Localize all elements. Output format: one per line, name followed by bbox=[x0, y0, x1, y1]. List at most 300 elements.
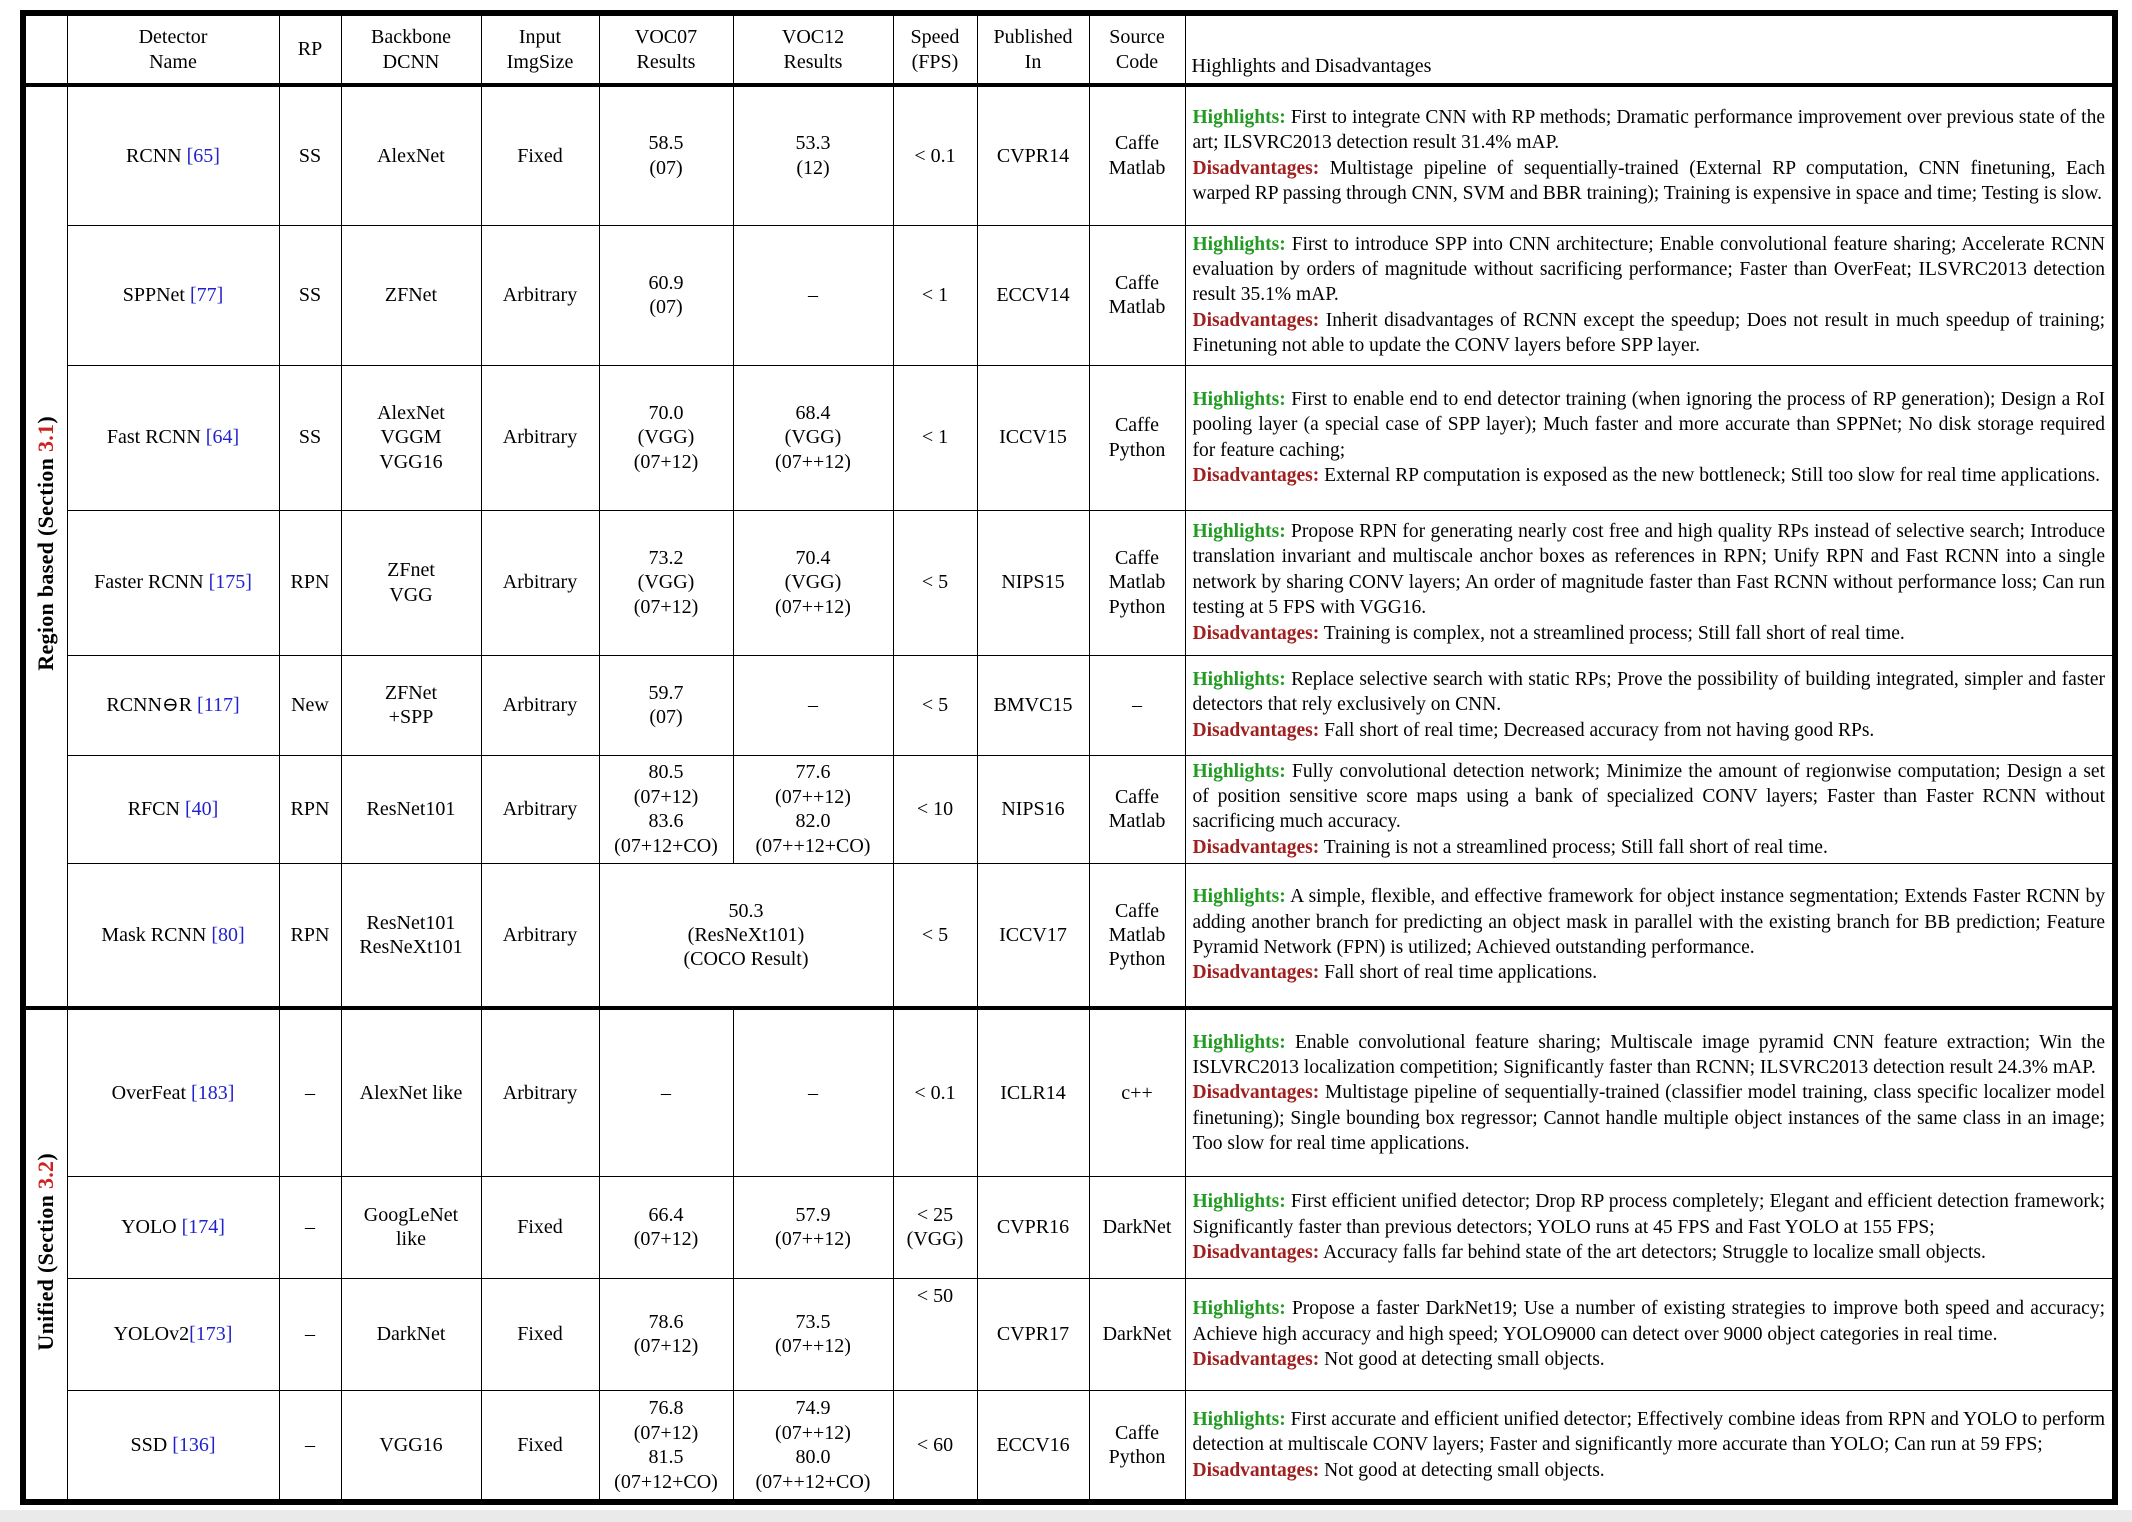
source-line: Python bbox=[1108, 1446, 1166, 1469]
voc07-line: 59.7 bbox=[648, 681, 684, 704]
voc07-cell bbox=[599, 1176, 733, 1278]
table-row bbox=[23, 85, 2115, 225]
section-name: Region based bbox=[32, 541, 58, 671]
input-size-cell: Arbitrary bbox=[481, 863, 599, 1008]
table-row bbox=[23, 1390, 2115, 1502]
highlights-text: Propose RPN for generating nearly cost free and high quality RPs instead of selective search; Introduce translation invariant and multiscale anchor boxes as references in RPN; Unify RPN and Fast RCNN into a single network by sharing CONV layers; An order of magnitude faster than Fast RCNN without performance loss; Can run testing at 5 FPS with VGG16. bbox=[1192, 521, 2106, 619]
detector-name-cell bbox=[67, 755, 279, 863]
voc07-line: (07+12) bbox=[633, 450, 699, 473]
highlights-text: First to enable end to end detector training (when ignoring the process of RP generation); Design a RoI pooling layer (a special case of SPP layer); Much faster and more accurate than SPPNet; No disk storage required for feature caching; bbox=[1192, 388, 2106, 461]
disadvantages-label: Disadvantages: bbox=[1192, 836, 1320, 858]
table-row bbox=[23, 510, 2115, 655]
detector-name-cell bbox=[67, 863, 279, 1008]
header-line: Published bbox=[993, 26, 1073, 49]
voc12-line: (12) bbox=[796, 156, 830, 179]
detector-name-cell bbox=[67, 1008, 279, 1176]
section-close: ) bbox=[32, 1152, 58, 1161]
disadvantages-text: Training is not a streamlined process; Still fall short of real time. bbox=[1323, 836, 1828, 858]
highlights-cell bbox=[1185, 755, 2115, 863]
backbone-cell bbox=[341, 365, 481, 510]
table-row bbox=[23, 863, 2115, 1008]
citation-link[interactable]: [64] bbox=[205, 426, 240, 449]
section-number-link[interactable]: 3.2 bbox=[32, 1160, 58, 1189]
rp-cell: – bbox=[279, 1278, 341, 1390]
header-line: Code bbox=[1115, 50, 1159, 73]
section-number-link[interactable]: 3.1 bbox=[32, 423, 58, 453]
table-row bbox=[23, 1008, 2115, 1176]
voc12-cell bbox=[733, 1278, 893, 1390]
backbone-line: ZFNet bbox=[384, 283, 438, 306]
voc07-line: 60.9 bbox=[648, 271, 684, 294]
voc12-line: (VGG) bbox=[784, 426, 842, 449]
source-line: Caffe bbox=[1114, 132, 1160, 155]
highlights-text: First efficient unified detector; Drop RP process completely; Elegant and efficient detection framework; Significantly faster than previous detectors; YOLO runs at 45 FPS and Fast YOLO at 155 FPS; bbox=[1192, 1191, 2105, 1238]
voc12-line: (07++12) bbox=[775, 450, 851, 473]
source-code-cell: c++ bbox=[1089, 1008, 1185, 1176]
header-line: VOC12 bbox=[781, 26, 845, 49]
voc07-line: 58.5 bbox=[648, 132, 684, 155]
speed-cell: < 5 bbox=[893, 863, 977, 1008]
disadvantages-text: Inherit disadvantages of RCNN except the speedup; Does not result in much speedup of training; Finetuning not able to update the CONV layers before SPP layer. bbox=[1192, 309, 2106, 357]
table-row bbox=[23, 365, 2115, 510]
header-highlights-disadvantages: Highlights and Disadvantages bbox=[1185, 13, 2115, 85]
highlights-para bbox=[1193, 105, 2106, 156]
backbone-line: +SPP bbox=[388, 706, 434, 728]
highlights-label: Highlights: bbox=[1192, 233, 1286, 255]
published-cell: CVPR17 bbox=[977, 1278, 1089, 1390]
disadvantages-para bbox=[1193, 1458, 2106, 1483]
speed-line: (VGG) bbox=[906, 1228, 964, 1251]
source-code-cell bbox=[1089, 755, 1185, 863]
header-line: Input bbox=[518, 26, 562, 49]
disadvantages-label: Disadvantages: bbox=[1192, 719, 1320, 741]
highlights-cell bbox=[1185, 1390, 2115, 1502]
disadvantages-text: Multistage pipeline of sequentially-trained (classifier model training, class specific localizer model finetuning); Single bounding box regressor; Cannot handle multiple object instances of the same class in an image; Too slow for real time applications. bbox=[1192, 1082, 2105, 1155]
disadvantages-text: Fall short of real time; Decreased accuracy from not having good RPs. bbox=[1324, 719, 1875, 741]
disadvantages-para bbox=[1193, 960, 2106, 985]
disadvantages-text: Not good at detecting small objects. bbox=[1324, 1459, 1605, 1481]
rp-cell: RPN bbox=[279, 863, 341, 1008]
voc-merged-line: (COCO Result) bbox=[683, 948, 809, 971]
voc12-line: 68.4 bbox=[795, 401, 831, 424]
detector-name-cell bbox=[67, 1390, 279, 1502]
disadvantages-text: Accuracy falls far behind state of the art detectors; Struggle to localize small objects. bbox=[1323, 1242, 1986, 1264]
voc12-line: 53.3 bbox=[795, 132, 831, 155]
disadvantages-text: Not good at detecting small objects. bbox=[1324, 1349, 1605, 1371]
voc12-cell bbox=[733, 1390, 893, 1502]
detector-name: Faster RCNN bbox=[94, 571, 209, 594]
published-cell: NIPS16 bbox=[977, 755, 1089, 863]
citation-link[interactable]: [174] bbox=[181, 1216, 225, 1239]
disadvantages-label: Disadvantages: bbox=[1192, 1242, 1320, 1264]
source-line: Caffe bbox=[1114, 546, 1160, 569]
header-row bbox=[23, 13, 2115, 85]
speed-cell: < 5 bbox=[893, 510, 977, 655]
input-size-cell: Arbitrary bbox=[481, 1008, 599, 1176]
rp-cell: – bbox=[279, 1176, 341, 1278]
backbone-cell: VGG16 bbox=[341, 1390, 481, 1502]
header-line: In bbox=[1024, 50, 1042, 73]
source-code-cell bbox=[1089, 85, 1185, 225]
disadvantages-text: External RP computation is exposed as the new bottleneck; Still too slow for real time applications. bbox=[1324, 464, 2101, 486]
voc12-line: (VGG) bbox=[784, 571, 842, 594]
detector-name-cell bbox=[67, 85, 279, 225]
source-line: Python bbox=[1108, 595, 1166, 618]
highlights-text: Fully convolutional detection network; Minimize the amount of regionwise computation; Design a set of position sensitive score maps using a bank of specialized CONV layers; Faster than Faster RCNN without sacrificing much accuracy. bbox=[1192, 760, 2106, 833]
input-size-cell: Fixed bbox=[481, 1278, 599, 1390]
voc12-cell bbox=[733, 1176, 893, 1278]
voc12-cell: – bbox=[733, 1008, 893, 1176]
highlights-label: Highlights: bbox=[1192, 388, 1286, 410]
disadvantages-para bbox=[1193, 1347, 2106, 1372]
disadvantages-label: Disadvantages: bbox=[1192, 1349, 1320, 1371]
header-detector-name bbox=[67, 13, 279, 85]
header-voc07 bbox=[599, 13, 733, 85]
source-code-cell: DarkNet bbox=[1089, 1278, 1185, 1390]
voc12-cell bbox=[733, 510, 893, 655]
voc12-line: (07++12) bbox=[775, 1228, 851, 1251]
source-code-cell: – bbox=[1089, 655, 1185, 755]
citation-link[interactable]: [173] bbox=[189, 1323, 233, 1346]
voc12-line: (07++12+CO) bbox=[755, 1470, 871, 1493]
voc07-line: 76.8 bbox=[648, 1397, 684, 1420]
voc12-line: 57.9 bbox=[795, 1203, 831, 1226]
backbone-cell bbox=[341, 655, 481, 755]
detector-name-cell bbox=[67, 365, 279, 510]
source-line: Caffe bbox=[1114, 271, 1160, 294]
citation-link[interactable]: [77] bbox=[189, 283, 224, 306]
highlights-label: Highlights: bbox=[1192, 1298, 1286, 1320]
backbone-line: ZFNet bbox=[384, 681, 438, 704]
highlights-cell bbox=[1185, 1278, 2115, 1390]
highlights-cell bbox=[1185, 510, 2115, 655]
detector-name: RCNN bbox=[126, 144, 187, 167]
voc07-cell bbox=[599, 510, 733, 655]
source-code-cell: DarkNet bbox=[1089, 1176, 1185, 1278]
backbone-line: VGG bbox=[389, 583, 433, 606]
section-label-unified bbox=[23, 1008, 67, 1502]
voc-merged-cell bbox=[599, 863, 893, 1008]
highlights-text: Propose a faster DarkNet19; Use a number of existing strategies to improve both speed and accuracy; Achieve high accuracy and high speed; YOLO9000 can detect over 9000 object categories in real time. bbox=[1192, 1298, 2105, 1345]
backbone-cell: AlexNet like bbox=[341, 1008, 481, 1176]
voc07-line: (07+12+CO) bbox=[614, 1470, 718, 1493]
voc12-line: 74.9 bbox=[795, 1397, 831, 1420]
highlights-text: Enable convolutional feature sharing; Multiscale image pyramid CNN feature extraction; Win the ISLVRC2013 localization competition; Significantly faster than RCNN; ILSVRC2013 detection result 24.3% mAP. bbox=[1192, 1031, 2105, 1079]
voc12-line: (07++12) bbox=[775, 595, 851, 618]
detector-name: SPPNet bbox=[122, 283, 190, 306]
citation-link[interactable]: [80] bbox=[211, 923, 245, 946]
detector-name-cell bbox=[67, 225, 279, 365]
disadvantages-label: Disadvantages: bbox=[1192, 962, 1320, 984]
header-input-imgsize bbox=[481, 13, 599, 85]
citation-link[interactable]: [117] bbox=[197, 693, 240, 716]
detector-name: YOLO bbox=[121, 1216, 182, 1239]
source-line: Matlab bbox=[1108, 810, 1166, 833]
rp-cell: New bbox=[279, 655, 341, 755]
source-line: Matlab bbox=[1108, 923, 1166, 946]
header-line: Results bbox=[636, 50, 696, 73]
speed-cell: < 0.1 bbox=[893, 1008, 977, 1176]
voc12-line: (07++12) bbox=[775, 785, 851, 808]
voc07-cell: – bbox=[599, 1008, 733, 1176]
voc12-cell: – bbox=[733, 655, 893, 755]
speed-line: < 0.1 bbox=[914, 144, 956, 167]
detector-name-cell bbox=[67, 1176, 279, 1278]
header-line: Results bbox=[783, 50, 843, 73]
voc07-line: (07+12+CO) bbox=[614, 834, 718, 857]
published-cell: CVPR16 bbox=[977, 1176, 1089, 1278]
highlights-para bbox=[1193, 667, 2106, 718]
backbone-cell bbox=[341, 1176, 481, 1278]
backbone-cell bbox=[341, 225, 481, 365]
disadvantages-para bbox=[1193, 156, 2106, 207]
header-line: Name bbox=[149, 50, 197, 73]
published-cell: ECCV14 bbox=[977, 225, 1089, 365]
backbone-line: like bbox=[396, 1228, 426, 1251]
detectors-comparison-table-wrap bbox=[20, 10, 2118, 1505]
source-code-cell bbox=[1089, 365, 1185, 510]
section-label-region-based bbox=[23, 85, 67, 1008]
voc07-cell bbox=[599, 1278, 733, 1390]
section-word: (Section bbox=[32, 1188, 58, 1279]
detector-name: RCNN⊖R bbox=[106, 693, 198, 716]
voc07-line: 73.2 bbox=[648, 546, 684, 569]
highlights-para bbox=[1193, 884, 2106, 960]
detector-name: RFCN bbox=[127, 797, 185, 820]
highlights-cell bbox=[1185, 365, 2115, 510]
voc07-line: (07+12) bbox=[633, 1335, 699, 1358]
highlights-label: Highlights: bbox=[1192, 886, 1286, 908]
disadvantages-para bbox=[1193, 718, 2106, 743]
highlights-label: Highlights: bbox=[1192, 1191, 1286, 1213]
corner-cell bbox=[23, 13, 67, 85]
voc-merged-line: 50.3 bbox=[728, 899, 764, 922]
voc12-line: (07++12+CO) bbox=[755, 834, 871, 857]
speed-cell: < 1 bbox=[893, 225, 977, 365]
voc07-line: 80.5 bbox=[648, 761, 684, 784]
voc12-line: (07++12) bbox=[775, 1335, 851, 1358]
header-rp: RP bbox=[279, 13, 341, 85]
highlights-para bbox=[1193, 1407, 2106, 1458]
table-row bbox=[23, 1278, 2115, 1390]
highlights-cell bbox=[1185, 863, 2115, 1008]
speed-cell: < 60 bbox=[893, 1390, 977, 1502]
disadvantages-para bbox=[1193, 621, 2106, 646]
disadvantages-label: Disadvantages: bbox=[1192, 157, 1320, 179]
source-code-cell bbox=[1089, 1390, 1185, 1502]
citation-link[interactable]: [136] bbox=[172, 1433, 216, 1456]
input-size-cell: Arbitrary bbox=[481, 655, 599, 755]
voc07-line: (07) bbox=[649, 706, 683, 728]
voc07-line: 81.5 bbox=[648, 1446, 684, 1469]
table-row bbox=[23, 755, 2115, 863]
backbone-line: GoogLeNet bbox=[363, 1203, 459, 1226]
header-published-in bbox=[977, 13, 1089, 85]
source-line: Matlab bbox=[1108, 571, 1166, 594]
published-cell: ECCV16 bbox=[977, 1390, 1089, 1502]
citation-link[interactable]: [65] bbox=[186, 144, 220, 167]
highlights-para bbox=[1193, 1296, 2106, 1347]
highlights-para bbox=[1193, 1189, 2106, 1240]
published-cell: CVPR14 bbox=[977, 85, 1089, 225]
rp-cell: – bbox=[279, 1008, 341, 1176]
highlights-label: Highlights: bbox=[1192, 760, 1286, 782]
section-label-text bbox=[33, 416, 60, 671]
input-size-cell: Fixed bbox=[481, 1390, 599, 1502]
source-code-cell bbox=[1089, 510, 1185, 655]
highlights-para bbox=[1193, 519, 2106, 620]
detector-name-cell bbox=[67, 1278, 279, 1390]
disadvantages-text: Training is complex, not a streamlined process; Still fall short of real time. bbox=[1323, 622, 1905, 644]
highlights-text: A simple, flexible, and effective framework for object instance segmentation; Extends Faster RCNN by adding another branch for predicting an object mask in parallel with the existing branch for BB prediction; Feature Pyramid Network (FPN) is utilized; Achieved outstanding performance. bbox=[1192, 886, 2105, 959]
table-row bbox=[23, 225, 2115, 365]
voc07-cell bbox=[599, 655, 733, 755]
speed-cell bbox=[893, 1176, 977, 1278]
input-size-cell: Fixed bbox=[481, 1176, 599, 1278]
section-close: ) bbox=[32, 416, 58, 424]
rp-cell: SS bbox=[279, 365, 341, 510]
speed-cell bbox=[893, 85, 977, 225]
voc07-line: 70.0 bbox=[648, 401, 684, 424]
disadvantages-para bbox=[1193, 308, 2106, 359]
table-row bbox=[23, 655, 2115, 755]
voc07-line: (07+12) bbox=[633, 1421, 699, 1444]
published-cell: BMVC15 bbox=[977, 655, 1089, 755]
backbone-cell: ResNet101 bbox=[341, 755, 481, 863]
disadvantages-para bbox=[1193, 1080, 2106, 1156]
voc12-line: 70.4 bbox=[795, 546, 831, 569]
disadvantages-text: Multistage pipeline of sequentially-trained (External RP computation, CNN finetuning, Each warped RP passing through CNN, SVM and BBR training); Training is expensive in space and time; Testing is slow. bbox=[1192, 157, 2105, 205]
highlights-para bbox=[1193, 1030, 2106, 1081]
input-size-cell: Arbitrary bbox=[481, 365, 599, 510]
source-line: Python bbox=[1108, 438, 1166, 461]
detectors-comparison-table bbox=[20, 10, 2118, 1505]
voc07-line: (07+12) bbox=[633, 595, 699, 618]
rp-cell: – bbox=[279, 1390, 341, 1502]
voc07-line: 83.6 bbox=[648, 810, 684, 833]
backbone-line: ResNet101 bbox=[366, 911, 456, 934]
section-name: Unified bbox=[32, 1278, 58, 1351]
backbone-line: AlexNet bbox=[377, 401, 445, 424]
header-line: ImgSize bbox=[506, 50, 574, 73]
header-line: Speed bbox=[910, 26, 960, 49]
disadvantages-label: Disadvantages: bbox=[1192, 464, 1320, 486]
citation-link[interactable]: [175] bbox=[208, 571, 252, 594]
header-line: (FPS) bbox=[911, 50, 959, 73]
header-speed bbox=[893, 13, 977, 85]
disadvantages-text: Fall short of real time applications. bbox=[1324, 962, 1598, 984]
disadvantages-label: Disadvantages: bbox=[1192, 309, 1320, 331]
highlights-label: Highlights: bbox=[1192, 668, 1286, 690]
header-backbone bbox=[341, 13, 481, 85]
source-line: Caffe bbox=[1114, 1421, 1160, 1444]
page-edge bbox=[0, 1510, 2132, 1522]
source-line: Caffe bbox=[1114, 785, 1160, 808]
highlights-cell bbox=[1185, 1008, 2115, 1176]
detector-name: OverFeat bbox=[111, 1081, 192, 1104]
voc07-line: (07+12) bbox=[633, 785, 699, 808]
published-cell: ICCV15 bbox=[977, 365, 1089, 510]
citation-link[interactable]: [40] bbox=[184, 797, 219, 820]
backbone-cell bbox=[341, 510, 481, 655]
highlights-text: First to introduce SPP into CNN architecture; Enable convolutional feature sharing; Accelerate RCNN evaluation by orders of magnitude without sacrificing performance; Faster than OverFeat; ILSVRC2013 detection result 35.1% mAP. bbox=[1192, 233, 2106, 306]
rp-cell: SS bbox=[279, 225, 341, 365]
voc07-line: (VGG) bbox=[637, 426, 695, 449]
highlights-cell bbox=[1185, 85, 2115, 225]
speed-cell: < 5 bbox=[893, 655, 977, 755]
voc12-line: (07++12) bbox=[775, 1421, 851, 1444]
input-size-cell: Fixed bbox=[481, 85, 599, 225]
header-line: Source bbox=[1109, 26, 1165, 49]
voc12-line: 77.6 bbox=[795, 761, 831, 784]
speed-line: < 25 bbox=[916, 1203, 954, 1226]
header-line: DCNN bbox=[382, 50, 440, 73]
backbone-line: ResNeXt101 bbox=[359, 936, 463, 959]
header-line: Detector bbox=[138, 26, 208, 49]
voc07-line: (07) bbox=[649, 156, 683, 179]
voc07-cell bbox=[599, 1390, 733, 1502]
voc07-cell bbox=[599, 755, 733, 863]
voc07-cell bbox=[599, 85, 733, 225]
voc12-cell bbox=[733, 365, 893, 510]
source-line: Caffe bbox=[1114, 899, 1160, 922]
backbone-cell bbox=[341, 863, 481, 1008]
backbone-line: VGGM bbox=[380, 426, 442, 449]
voc12-cell bbox=[733, 85, 893, 225]
highlights-text: First to integrate CNN with RP methods; Dramatic performance improvement over previous state of the art; ILSVRC2013 detection result 31.4% mAP. bbox=[1192, 107, 2106, 154]
rp-cell: SS bbox=[279, 85, 341, 225]
speed-cell: < 1 bbox=[893, 365, 977, 510]
source-line: Python bbox=[1108, 948, 1166, 971]
detector-name: Fast RCNN bbox=[106, 426, 206, 449]
highlights-cell bbox=[1185, 1176, 2115, 1278]
highlights-label: Highlights: bbox=[1192, 107, 1286, 129]
input-size-cell: Arbitrary bbox=[481, 225, 599, 365]
voc07-line: 78.6 bbox=[648, 1310, 684, 1333]
source-code-cell bbox=[1089, 225, 1185, 365]
highlights-label: Highlights: bbox=[1192, 521, 1286, 543]
speed-cell: < 10 bbox=[893, 755, 977, 863]
rp-cell: RPN bbox=[279, 510, 341, 655]
citation-link[interactable]: [183] bbox=[191, 1081, 235, 1104]
voc-merged-line: (ResNeXt101) bbox=[687, 923, 805, 946]
voc07-line: (VGG) bbox=[637, 571, 695, 594]
highlights-para bbox=[1193, 387, 2106, 463]
speed-cell: < 50 bbox=[893, 1278, 977, 1390]
disadvantages-para bbox=[1193, 1240, 2106, 1265]
detector-name-cell bbox=[67, 510, 279, 655]
highlights-cell bbox=[1185, 225, 2115, 365]
disadvantages-para bbox=[1193, 463, 2106, 488]
detector-name: SSD bbox=[130, 1433, 173, 1456]
voc07-line: (07+12) bbox=[633, 1228, 699, 1251]
rp-cell: RPN bbox=[279, 755, 341, 863]
highlights-text: First accurate and efficient unified detector; Effectively combine ideas from RPN and YOLO to perform detection at multiscale CONV layers; Faster and significantly more accurate than YOLO; Can run at 59 FPS; bbox=[1192, 1409, 2106, 1456]
backbone-cell: DarkNet bbox=[341, 1278, 481, 1390]
detector-name: YOLOv2 bbox=[113, 1323, 190, 1346]
source-line: Matlab bbox=[1108, 296, 1166, 318]
voc07-line: 66.4 bbox=[648, 1203, 684, 1226]
voc12-line: 82.0 bbox=[795, 810, 831, 833]
table-row bbox=[23, 1176, 2115, 1278]
header-voc12 bbox=[733, 13, 893, 85]
voc07-cell bbox=[599, 225, 733, 365]
backbone-line: AlexNet bbox=[377, 144, 445, 167]
backbone-cell bbox=[341, 85, 481, 225]
voc07-cell bbox=[599, 365, 733, 510]
header-line: VOC07 bbox=[634, 26, 698, 49]
highlights-label: Highlights: bbox=[1192, 1031, 1286, 1053]
